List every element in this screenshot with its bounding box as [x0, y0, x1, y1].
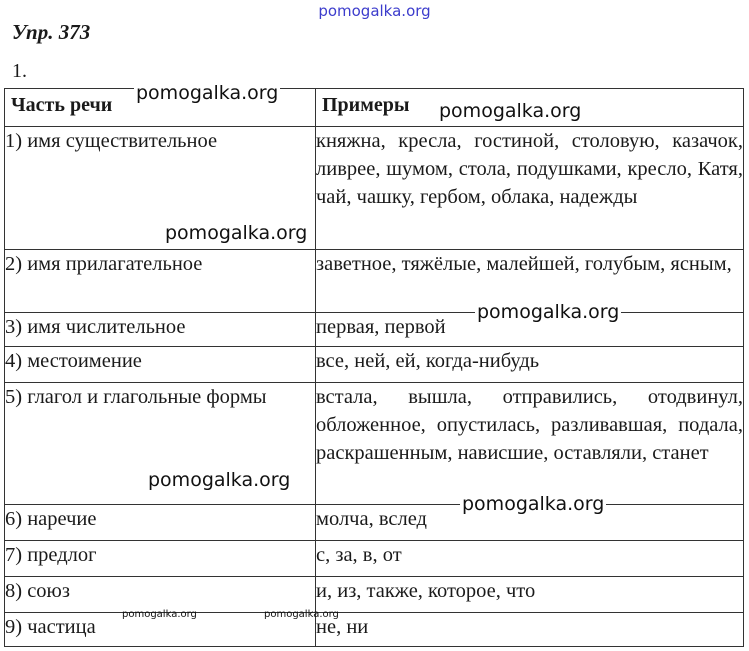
top-watermark: pomogalka.org — [318, 2, 431, 20]
part-of-speech-cell: 9) частица — [5, 613, 316, 647]
examples-cell: молча, вслед — [316, 505, 744, 541]
examples-cell: первая, первой — [316, 313, 744, 347]
part-of-speech-cell: 7) предлог — [5, 541, 316, 577]
header-part-of-speech: Часть речи — [5, 89, 316, 127]
small-watermark: pomogalka.org — [122, 609, 197, 620]
examples-cell: все, ней, ей, когда-нибудь — [316, 347, 744, 383]
exercise-title: Упр. 373 — [12, 20, 91, 44]
table-row — [5, 577, 744, 613]
part-of-speech-cell: 3) имя числительное — [5, 313, 316, 347]
examples-cell: встала, вышла, отправились, отодвинул, обложенное, опустилась, разливавшая, подала, раскрашенным, нависшие, оставляли, станет — [316, 383, 744, 505]
table-row — [5, 250, 744, 313]
watermark: pomogalka.org — [477, 301, 620, 323]
examples-cell: и, из, также, которое, что — [316, 577, 744, 613]
header-examples: Примеры — [316, 89, 744, 127]
table-row — [5, 383, 744, 505]
exercise-part-number: 1. — [12, 60, 27, 82]
table-header-row — [5, 89, 744, 127]
watermark: pomogalka.org — [165, 222, 308, 244]
table-row — [5, 127, 744, 250]
table-row — [5, 505, 744, 541]
examples-cell: с, за, в, от — [316, 541, 744, 577]
part-of-speech-cell: 1) имя существительное — [5, 127, 316, 250]
examples-cell: княжна, кресла, гостиной, столовую, казачок, ливрее, шумом, стола, подушками, кресло, Катя, чай, чашку, гербом, облака, надежды — [316, 127, 744, 250]
watermark: pomogalka.org — [148, 469, 291, 491]
part-of-speech-cell: 4) местоимение — [5, 347, 316, 383]
watermark: pomogalka.org — [439, 100, 582, 122]
table-row — [5, 613, 744, 647]
examples-cell: заветное, тяжёлые, малейшей, голубым, ясным, — [316, 250, 744, 313]
watermark: pomogalka.org — [462, 493, 605, 515]
table-row — [5, 347, 744, 383]
part-of-speech-cell: 2) имя прилагательное — [5, 250, 316, 313]
parts-of-speech-table — [4, 88, 744, 647]
table-row — [5, 313, 744, 347]
watermark: pomogalka.org — [136, 82, 279, 104]
small-watermark: pomogalka.org — [264, 609, 339, 620]
table-row — [5, 541, 744, 577]
part-of-speech-cell: 8) союз — [5, 577, 316, 613]
part-of-speech-cell: 5) глагол и глагольные формы — [5, 383, 316, 505]
part-of-speech-cell: 6) наречие — [5, 505, 316, 541]
examples-cell: не, ни — [316, 613, 744, 647]
